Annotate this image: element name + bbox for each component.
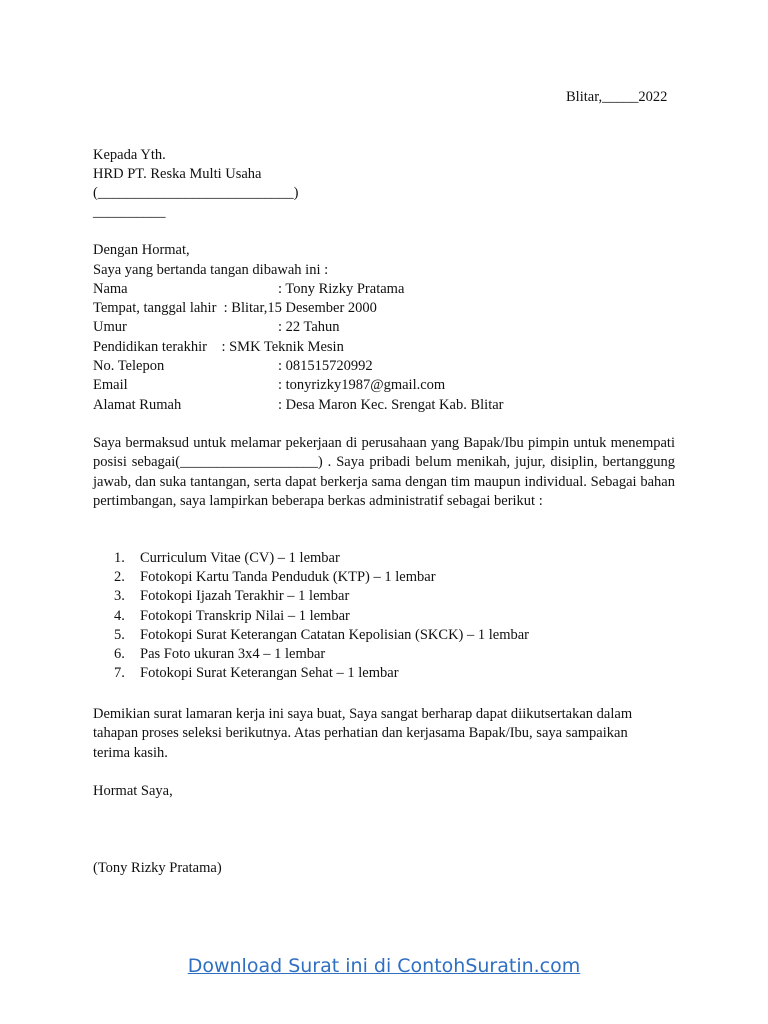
- recipient-company: HRD PT. Reska Multi Usaha: [93, 166, 262, 182]
- date-line: Blitar,_____2022: [566, 89, 668, 105]
- list-item: [114, 549, 529, 568]
- recipient-address-blank: (___________________________): [93, 185, 299, 201]
- list-item: [114, 626, 529, 645]
- intro-line: Saya yang bertanda tangan dibawah ini :: [93, 262, 329, 278]
- list-item-number: 5.: [114, 626, 125, 643]
- list-item-text: Fotokopi Kartu Tanda Penduduk (KTP) – 1 lembar: [140, 569, 436, 586]
- identity-value: : Tony Rizky Pratama: [278, 281, 405, 297]
- identity-label: No. Telepon: [93, 358, 165, 374]
- list-item: [114, 607, 529, 626]
- list-item-text: Fotokopi Ijazah Terakhir – 1 lembar: [140, 588, 350, 605]
- list-item: [114, 587, 529, 606]
- list-item-number: 6.: [114, 646, 125, 663]
- list-item: [114, 645, 529, 664]
- identity-value: : tonyrizky1987@gmail.com: [278, 377, 446, 393]
- list-item-number: 4.: [114, 607, 125, 624]
- identity-label: Alamat Rumah: [93, 397, 182, 413]
- list-item: [114, 568, 529, 587]
- list-item-number: 3.: [114, 588, 125, 605]
- list-item-number: 2.: [114, 569, 125, 586]
- list-item-number: 7.: [114, 665, 125, 682]
- identity-value: : 081515720992: [278, 358, 373, 374]
- recipient-salutation: Kepada Yth.: [93, 147, 166, 163]
- sign-off: Hormat Saya,: [93, 783, 173, 799]
- identity-label: Tempat, tanggal lahir : Blitar,15 Desember 2000: [93, 300, 377, 316]
- identity-label: Pendidikan terakhir : SMK Teknik Mesin: [93, 339, 344, 355]
- attachment-list: [114, 549, 529, 683]
- closing-paragraph: Demikian surat lamaran kerja ini saya buat, Saya sangat berharap dapat diikutsertakan dalam tahapan proses seleksi berikutnya. Atas perhatian dan kerjasama Bapak/Ibu, saya sampaikan terima kasih.: [93, 706, 633, 761]
- signature-name: (Tony Rizky Pratama): [93, 860, 222, 876]
- identity-label: Email: [93, 377, 128, 393]
- body-paragraph: Saya bermaksud untuk melamar pekerjaan di perusahaan yang Bapak/Ibu pimpin untuk menempati posisi sebagai(___________________) . Saya pribadi belum menikah, jujur, disiplin, bertanggung jawab, dan suka tantangan, serta dapat berkerja sama dengan tim maupun individual. Sebagai bahan pertimbangan, saya lampirkan beberapa berkas administratif sebagai berikut :: [93, 435, 675, 509]
- greeting: Dengan Hormat,: [93, 242, 190, 258]
- recipient-city-blank: __________: [93, 204, 166, 220]
- list-item-text: Fotokopi Surat Keterangan Catatan Kepolisian (SKCK) – 1 lembar: [140, 626, 530, 643]
- list-item-text: Fotokopi Surat Keterangan Sehat – 1 lembar: [140, 665, 399, 682]
- list-item-number: 1.: [114, 550, 125, 566]
- download-link[interactable]: Download Surat ini di ContohSuratin.com: [187, 955, 581, 977]
- identity-label: Nama: [93, 281, 128, 297]
- list-item-text: Curriculum Vitae (CV) – 1 lembar: [140, 550, 340, 566]
- identity-label: Umur: [93, 319, 127, 335]
- identity-value: : 22 Tahun: [278, 319, 340, 335]
- list-item-text: Fotokopi Transkrip Nilai – 1 lembar: [140, 607, 350, 624]
- identity-value: : Desa Maron Kec. Srengat Kab. Blitar: [278, 397, 504, 413]
- list-item: [114, 664, 529, 683]
- list-item-text: Pas Foto ukuran 3x4 – 1 lembar: [140, 646, 326, 663]
